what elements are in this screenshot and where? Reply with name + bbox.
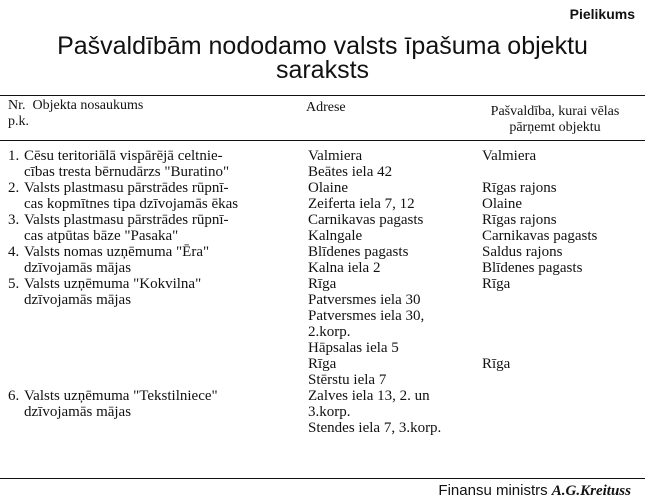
row-number: 6. [8,388,20,404]
address-line: Blīdenes pagasts [308,244,409,260]
object-column-6 [8,388,218,420]
object-name-text: Valsts plastmasu pārstrādes rūpnī- [24,212,229,228]
row-number: 2. [8,180,20,196]
title-line-1: Pašvaldībām nododamo valsts īpašuma objektu [57,32,588,60]
municipality-line: Rīga [482,276,511,292]
object-line [8,212,238,228]
object-name-text: dzīvojamās mājas [24,260,132,276]
municipality-line: Rīgas rajons [482,180,557,196]
address-line: Hāpsalas iela 5 [308,340,399,356]
municipality-line: Saldus rajons [482,244,563,260]
title-line-2: saraksts [275,56,370,84]
row-number: 1. [8,148,20,164]
address-line: Patversmes iela 30 [308,292,421,308]
header-municipality-line-1: Pašvaldība, kurai vēlas [490,104,620,119]
object-line [8,180,238,196]
address-line: Kalna iela 2 [308,260,381,276]
table-top-rule [0,95,645,96]
object-name-text: cas kopmītnes tipa dzīvojamās ēkas [24,196,239,212]
object-line [8,388,218,404]
address-line: 2.korp. [308,324,351,340]
address-line: Stērstu iela 7 [308,372,387,388]
header-number-label-2: p.k. [8,114,29,129]
object-line [8,292,238,308]
address-line: Beātes iela 42 [308,164,393,180]
address-line: Patversmes iela 30, [308,308,425,324]
municipality-line: Blīdenes pagasts [482,260,583,276]
object-name-text: Valsts uzņēmuma "Kokvilna" [24,276,202,292]
header-municipality [470,104,640,136]
object-line [8,164,238,180]
header-address: Adrese [306,100,346,115]
address-line: Rīga [308,356,337,372]
address-line: Carnikavas pagasts [308,212,424,228]
address-line: Kalngale [308,228,363,244]
object-line [8,228,238,244]
signature-name: A.G.Kreituss [551,483,631,499]
header-municipality-line-2: pārņemt objektu [509,120,601,135]
municipality-line: Olaine [482,196,522,212]
table-header-rule [0,140,645,141]
object-line [8,276,238,292]
address-line: Zalves iela 13, 2. un [308,388,430,404]
annex-label: Pielikums [569,6,635,22]
object-line [8,404,218,420]
document-title [0,34,645,82]
object-name-text: cības tresta bērnudārzs "Buratino" [24,164,230,180]
signature-position: Finansu ministrs [438,482,548,499]
address-line: Stendes iela 7, 3.korp. [308,420,442,436]
municipality-line: Rīga [482,356,511,372]
object-line [8,244,238,260]
address-line: Rīga [308,276,337,292]
municipality-line: Valmiera [482,148,537,164]
address-line: Valmiera [308,148,363,164]
address-column [308,148,441,436]
address-line: 3.korp. [308,404,351,420]
object-name-text: dzīvojamās mājas [24,404,132,420]
object-name-text: dzīvojamās mājas [24,292,132,308]
signature-line [438,482,631,500]
object-name-text: Cēsu teritoriālā vispārējā celtnie- [24,148,223,164]
object-name-text: Valsts uzņēmuma "Tekstilniece" [24,388,218,404]
object-line [8,260,238,276]
municipality-line: Carnikavas pagasts [482,228,598,244]
row-number: 5. [8,276,20,292]
object-name-text: cas atpūtas bāze "Pasaka" [24,228,179,244]
table-bottom-rule [0,478,645,479]
address-line: Zeiferta iela 7, 12 [308,196,415,212]
object-line [8,196,238,212]
row-number: 4. [8,244,20,260]
header-number-label: Nr. [8,98,26,113]
header-number [8,98,143,130]
object-name-text: Valsts plastmasu pārstrādes rūpnī- [24,180,229,196]
object-line [8,148,238,164]
municipality-line: Rīgas rajons [482,212,557,228]
row-number: 3. [8,212,20,228]
header-object-label: Objekta nosaukums [32,98,144,113]
address-line: Olaine [308,180,348,196]
object-column [8,148,238,308]
object-name-text: Valsts nomas uzņēmuma "Ēra" [24,244,210,260]
